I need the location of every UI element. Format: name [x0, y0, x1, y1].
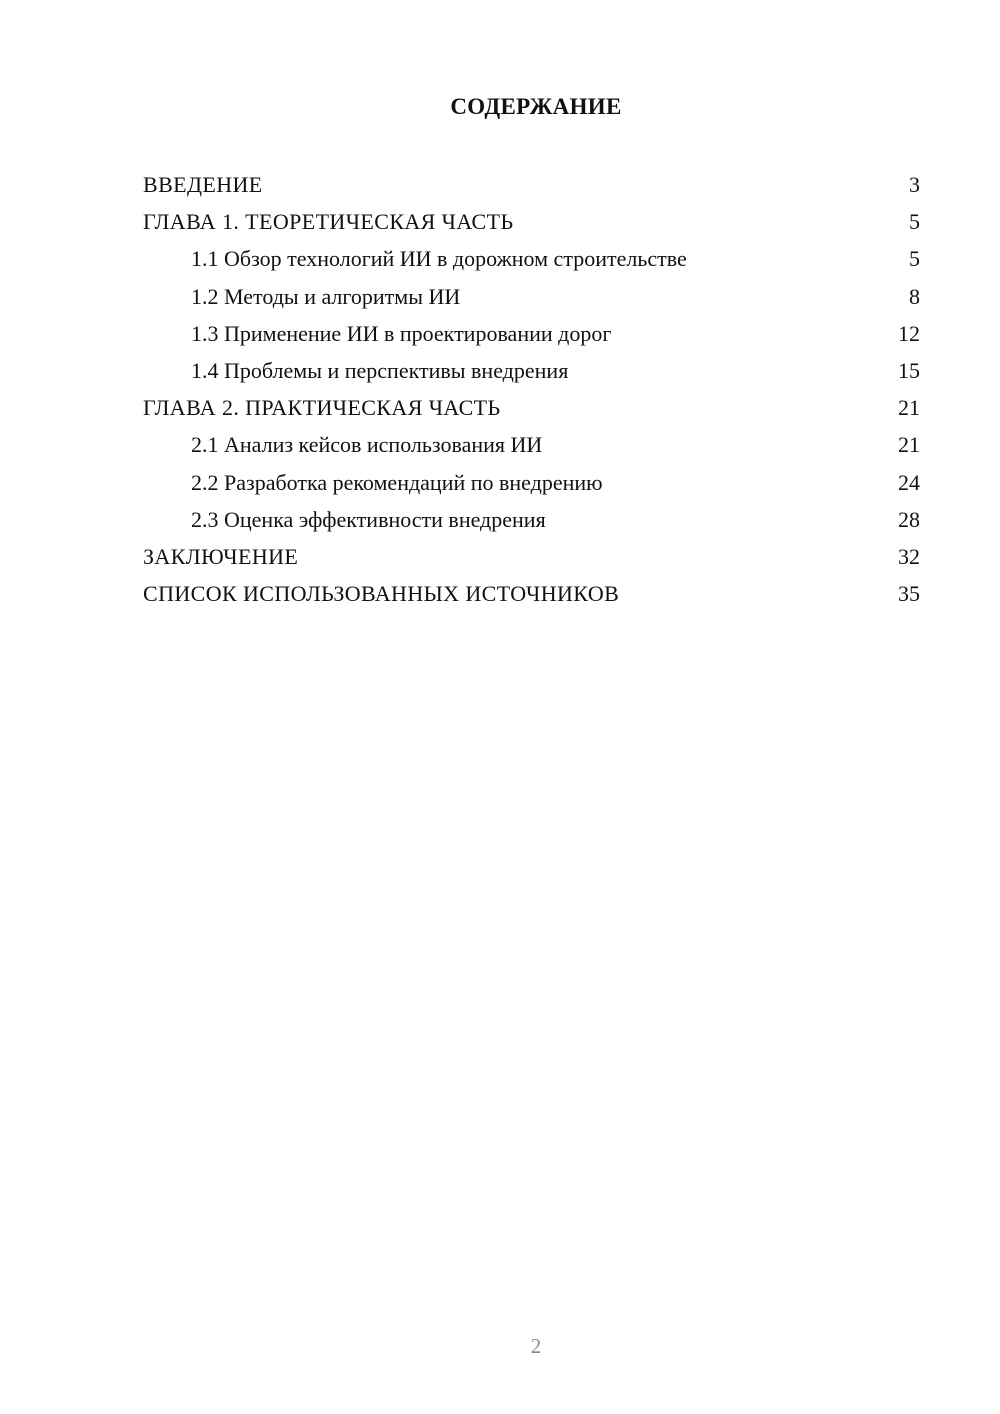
toc-entry[interactable] [143, 426, 920, 463]
toc-entry-page: 35 [898, 581, 920, 607]
page-title: СОДЕРЖАНИЕ [450, 94, 622, 119]
toc-entry-label: ВВЕДЕНИЕ [143, 172, 263, 197]
toc-entry-label: СПИСОК ИСПОЛЬЗОВАННЫХ ИСТОЧНИКОВ [143, 581, 620, 607]
toc-entry-label: 2.2 Разработка рекомендаций по внедрению [191, 469, 603, 495]
toc-entry-label: 1.1 Обзор технологий ИИ в дорожном строительстве [191, 246, 687, 272]
toc-entry-page: 8 [909, 283, 920, 309]
toc-entry-label: ЗАКЛЮЧЕНИЕ [143, 543, 299, 569]
toc-entry-label: ГЛАВА 1. ТЕОРЕТИЧЕСКАЯ ЧАСТЬ [143, 209, 514, 235]
toc-entry-label: 1.3 Применение ИИ в проектировании дорог [191, 320, 612, 346]
toc-entry-page: 3 [909, 172, 920, 197]
table-of-contents [143, 166, 920, 612]
toc-entry[interactable] [143, 240, 920, 277]
toc-entry[interactable] [143, 278, 920, 315]
toc-entry[interactable] [143, 575, 920, 612]
toc-entry-page: 5 [909, 246, 920, 272]
toc-entry[interactable] [143, 501, 920, 538]
toc-entry-label: 2.1 Анализ кейсов использования ИИ [191, 432, 543, 458]
toc-entry-page: 21 [898, 395, 920, 421]
toc-entry-page: 15 [898, 357, 920, 383]
toc-entry-page: 28 [898, 506, 920, 532]
toc-entry[interactable] [143, 166, 920, 203]
toc-entry-page: 12 [898, 320, 920, 346]
toc-entry-page: 21 [898, 432, 920, 458]
toc-entry[interactable] [143, 464, 920, 501]
toc-entry-label: 1.2 Методы и алгоритмы ИИ [191, 283, 461, 309]
toc-entry[interactable] [143, 352, 920, 389]
toc-entry-label: 1.4 Проблемы и перспективы внедрения [191, 357, 569, 383]
toc-entry-page: 32 [898, 543, 920, 569]
page-number: 2 [530, 1334, 542, 1358]
toc-entry[interactable] [143, 389, 920, 426]
toc-entry[interactable] [143, 203, 920, 240]
toc-entry-page: 24 [898, 469, 920, 495]
toc-entry[interactable] [143, 538, 920, 575]
toc-entry-page: 5 [909, 209, 920, 235]
toc-entry-label: ГЛАВА 2. ПРАКТИЧЕСКАЯ ЧАСТЬ [143, 395, 501, 421]
toc-entry-label: 2.3 Оценка эффективности внедрения [191, 506, 546, 532]
toc-entry[interactable] [143, 315, 920, 352]
